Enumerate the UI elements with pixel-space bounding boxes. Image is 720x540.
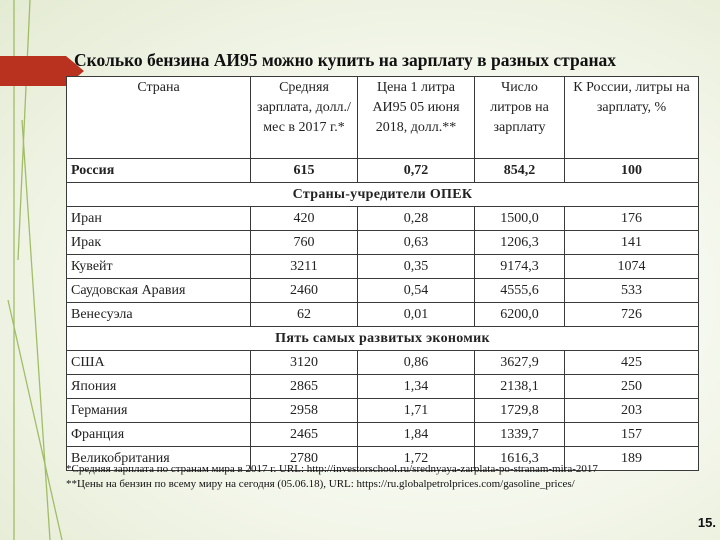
cell-percent: 176: [565, 207, 699, 231]
cell-percent: 1074: [565, 255, 699, 279]
cell-price: 0,01: [358, 303, 475, 327]
cell-price: 0,86: [358, 351, 475, 375]
footnotes: [66, 462, 706, 492]
cell-liters: 1500,0: [475, 207, 565, 231]
section-row-opec: [67, 183, 699, 207]
cell-percent: 533: [565, 279, 699, 303]
title-accent-bar: [0, 56, 66, 86]
cell-liters: 9174,3: [475, 255, 565, 279]
cell-price: 1,84: [358, 423, 475, 447]
cell-percent: 157: [565, 423, 699, 447]
cell-liters: 1729,8: [475, 399, 565, 423]
cell-salary: 420: [251, 207, 358, 231]
cell-liters: 1616,3: [475, 447, 565, 471]
table-row: [67, 375, 699, 399]
header-liters: Число литров на зарплату: [475, 77, 565, 159]
cell-liters: 2138,1: [475, 375, 565, 399]
cell-salary: 62: [251, 303, 358, 327]
cell-country: Кувейт: [67, 255, 251, 279]
header-price: Цена 1 литра АИ95 05 июня 2018, долл.**: [358, 77, 475, 159]
cell-percent: 189: [565, 447, 699, 471]
footnote-price-source: **Цены на бензин по всему миру на сегодня (05.06.18), URL: https://ru.globalpetrolprices.com/gasoline_prices/: [66, 478, 575, 490]
cell-country: США: [67, 351, 251, 375]
cell-percent: 250: [565, 375, 699, 399]
cell-country: Венесуэла: [67, 303, 251, 327]
header-salary: Средняя зарплата, долл./мес в 2017 г.*: [251, 77, 358, 159]
cell-liters: 4555,6: [475, 279, 565, 303]
cell-salary: 2780: [251, 447, 358, 471]
cell-price: 0,72: [358, 159, 475, 183]
cell-percent: 141: [565, 231, 699, 255]
header-country: Страна: [67, 77, 251, 159]
cell-price: 0,28: [358, 207, 475, 231]
cell-percent: 203: [565, 399, 699, 423]
table-row-russia: [67, 159, 699, 183]
cell-country: Франция: [67, 423, 251, 447]
cell-price: 1,71: [358, 399, 475, 423]
page-number: 15.: [697, 515, 716, 530]
cell-salary: 2865: [251, 375, 358, 399]
fuel-salary-table: [66, 76, 699, 471]
cell-price: 0,35: [358, 255, 475, 279]
cell-salary: 3211: [251, 255, 358, 279]
cell-price: 0,63: [358, 231, 475, 255]
table-row: [67, 207, 699, 231]
cell-country: Иран: [67, 207, 251, 231]
cell-liters: 854,2: [475, 159, 565, 183]
cell-liters: 6200,0: [475, 303, 565, 327]
table-row: [67, 279, 699, 303]
cell-salary: 2958: [251, 399, 358, 423]
cell-price: 1,34: [358, 375, 475, 399]
slide-title: Сколько бензина АИ95 можно купить на зарплату в разных странах: [74, 50, 617, 70]
section-label: Пять самых развитых экономик: [67, 327, 699, 351]
cell-liters: 3627,9: [475, 351, 565, 375]
cell-country: Россия: [67, 159, 251, 183]
cell-percent: 425: [565, 351, 699, 375]
cell-price: 0,54: [358, 279, 475, 303]
header-percent: К России, литры на зарплату, %: [565, 77, 699, 159]
cell-country: Германия: [67, 399, 251, 423]
table-row: [67, 399, 699, 423]
cell-country: Великобритания: [67, 447, 251, 471]
table-row: [67, 351, 699, 375]
cell-country: Саудовская Аравия: [67, 279, 251, 303]
cell-salary: 2465: [251, 423, 358, 447]
table-row: [67, 231, 699, 255]
cell-price: 1,72: [358, 447, 475, 471]
cell-percent: 726: [565, 303, 699, 327]
cell-salary: 760: [251, 231, 358, 255]
cell-country: Япония: [67, 375, 251, 399]
cell-salary: 3120: [251, 351, 358, 375]
header-row: [67, 77, 699, 159]
section-row-developed: [67, 327, 699, 351]
cell-country: Ирак: [67, 231, 251, 255]
table-row: [67, 255, 699, 279]
cell-liters: 1339,7: [475, 423, 565, 447]
footnote-salary-source: *Средняя зарплата по странам мира в 2017 г. URL: http://investorschool.ru/srednyaya-zarplata-po-stranam-mira-2017: [66, 463, 598, 475]
section-label: Страны-учредители ОПЕК: [67, 183, 699, 207]
cell-percent: 100: [565, 159, 699, 183]
cell-salary: 615: [251, 159, 358, 183]
cell-liters: 1206,3: [475, 231, 565, 255]
cell-salary: 2460: [251, 279, 358, 303]
table-row: [67, 303, 699, 327]
table-row: [67, 423, 699, 447]
